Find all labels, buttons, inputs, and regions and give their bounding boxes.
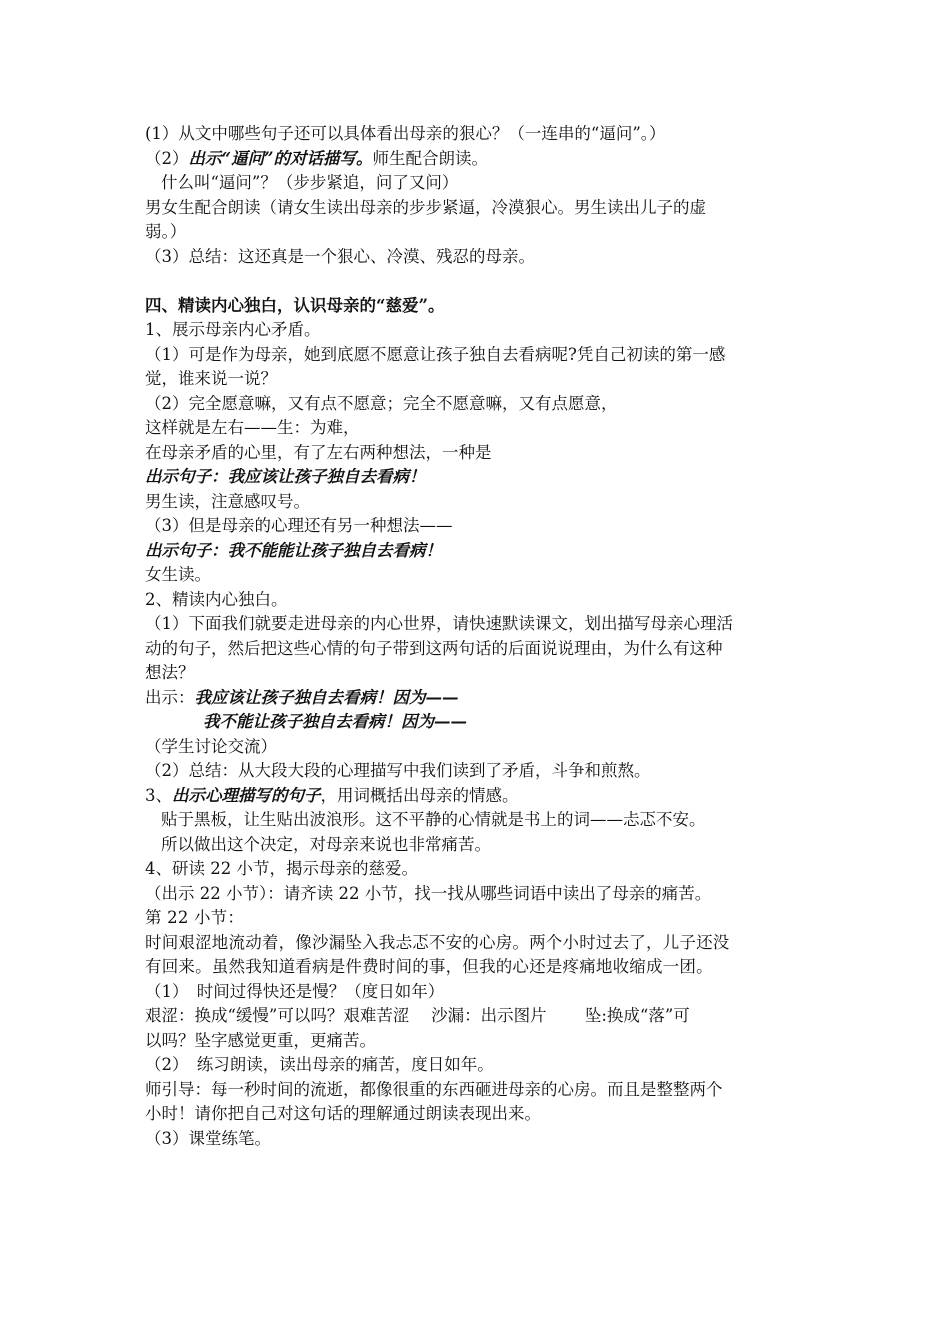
text-line: （2） 练习朗读，读出母亲的痛苦，度日如年。 bbox=[145, 1055, 494, 1074]
text-line: （2）总结：从大段大段的心理描写中我们读到了矛盾，斗争和煎熬。 bbox=[145, 761, 651, 780]
line-segment: 出示： bbox=[145, 687, 195, 707]
line-segment: 师生配合朗读。 bbox=[372, 148, 488, 168]
blank-line bbox=[145, 269, 815, 294]
text-line: （1）下面我们就要走进母亲的内心世界，请快速默读课文，划出描写母亲心理活 bbox=[145, 614, 733, 633]
text-line: 四、精读内心独白，认识母亲的“慈爱”。 bbox=[145, 295, 445, 315]
text-line: 贴于黑板，让生贴出波浪形。这不平静的心情就是书上的词——忐忑不安。 bbox=[161, 810, 706, 829]
line-segment: （2） bbox=[145, 148, 189, 168]
text-line: （学生讨论交流） bbox=[145, 736, 277, 756]
text-line: 在母亲矛盾的心里，有了左右两种想法，一种是 bbox=[145, 442, 492, 462]
text-line: 我不能让孩子独自去看病！因为—— bbox=[203, 712, 467, 731]
text-line: 所以做出这个决定，对母亲来说也非常痛苦。 bbox=[161, 834, 491, 854]
text-line: 出示句子：我不能能让孩子独自去看病！ bbox=[145, 540, 442, 560]
text-line: （1） 时间过得快还是慢？（度日如年） bbox=[145, 981, 445, 1001]
text-line: 第 22 小节： bbox=[145, 908, 245, 927]
text-line: （1）可是作为母亲，她到底愿不愿意让孩子独自去看病呢?凭自己初读的第一感 bbox=[145, 344, 726, 364]
line-segment: 3、 bbox=[145, 785, 172, 805]
text-line bbox=[145, 686, 815, 711]
text-line: 以吗？坠字感觉更重，更痛苦。 bbox=[145, 1030, 376, 1050]
text-line: 4、研读 22 小节，揭示母亲的慈爱。 bbox=[145, 859, 418, 878]
text-line: 这样就是左右——生：为难， bbox=[145, 418, 360, 437]
text-line: 觉，谁来说一说？ bbox=[145, 369, 277, 388]
text-line: 弱。） bbox=[145, 222, 187, 241]
text-line: 男女生配合朗读（请女生读出母亲的步步紧逼，冷漠狠心。男生读出儿子的虚 bbox=[145, 197, 706, 217]
text-line: 2、精读内心独白。 bbox=[145, 589, 288, 609]
text-line: 时间艰涩地流动着，像沙漏坠入我忐忑不安的心房。两个小时过去了，儿子还没 bbox=[145, 932, 730, 952]
line-segment: ，用词概括出母亲的情感。 bbox=[320, 785, 519, 805]
text-line: 有回来。虽然我知道看病是件费时间的事，但我的心还是疼痛地收缩成一团。 bbox=[145, 957, 713, 976]
text-line: （3）总结：这还真是一个狠心、冷漠、残忍的母亲。 bbox=[145, 246, 535, 266]
text-line: (1）从文中哪些句子还可以具体看出母亲的狠心？（一连串的“逼问”。） bbox=[145, 124, 666, 143]
text-line: 想法？ bbox=[145, 663, 195, 682]
text-line: 男生读，注意感叹号。 bbox=[145, 491, 310, 511]
text-line: 出示句子：我应该让孩子独自去看病！ bbox=[145, 467, 426, 486]
text-line: （出示 22 小节）：请齐读 22 小节，找一找从哪些词语中读出了母亲的痛苦。 bbox=[145, 883, 712, 903]
text-line: （3）课堂练笔。 bbox=[145, 1128, 271, 1148]
text-line: 什么叫“逼问”？（步步紧追，问了又问） bbox=[161, 173, 459, 192]
text-line bbox=[145, 147, 815, 172]
text-line: 动的句子，然后把这些心情的句子带到这两句话的后面说说理由，为什么有这种 bbox=[145, 638, 723, 658]
emphasis-text: 出示“逼问”的对话描写。 bbox=[188, 148, 373, 168]
text-line: 艰涩：换成“缓慢”可以吗？艰难苦涩 沙漏：出示图片 坠:换成“落”可 bbox=[145, 1006, 690, 1025]
document-body bbox=[145, 122, 815, 1151]
text-line: 1、展示母亲内心矛盾。 bbox=[145, 320, 321, 339]
text-line: （3）但是母亲的心理还有另一种想法—— bbox=[145, 516, 453, 535]
text-line: 女生读。 bbox=[145, 565, 211, 584]
text-line: （2）完全愿意嘛，又有点不愿意；完全不愿意嘛，又有点愿意， bbox=[145, 393, 618, 413]
text-line bbox=[145, 784, 815, 809]
emphasis-text: 我应该让孩子独自去看病！因为—— bbox=[194, 687, 459, 707]
emphasis-text: 出示心理描写的句子 bbox=[172, 785, 321, 805]
text-line: 小时！请你把自己对这句话的理解通过朗读表现出来。 bbox=[145, 1104, 541, 1123]
text-line: 师引导：每一秒时间的流逝，都像很重的东西砸进母亲的心房。而且是整整两个 bbox=[145, 1079, 723, 1099]
